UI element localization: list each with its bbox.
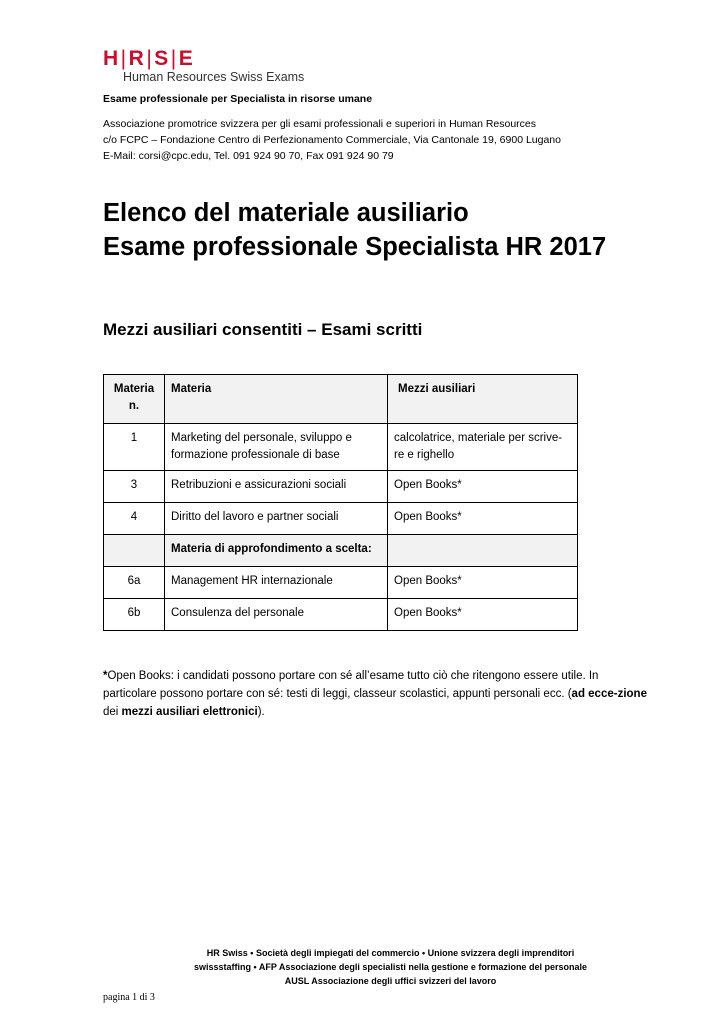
logo-letter: E <box>178 47 194 70</box>
cell-aids: Open Books* <box>388 471 578 503</box>
logo-separator: | <box>170 47 177 70</box>
logo-subtitle: Human Resources Swiss Exams <box>123 70 305 84</box>
header-aids: Mezzi ausiliari <box>388 375 578 424</box>
logo-letter: R <box>128 47 145 70</box>
footer-line: HR Swiss • Società degli impiegati del commercio • Unione svizzera degli imprenditori <box>206 948 575 958</box>
cell-number: 1 <box>104 424 165 471</box>
header-number-line: Materia <box>113 383 155 395</box>
hrse-logo <box>103 47 305 84</box>
cell-number: 6a <box>104 567 165 599</box>
logo-separator: | <box>146 47 153 70</box>
logo-separator: | <box>120 47 127 70</box>
footer-line: swissstaffing • AFP Associazione degli specialisti nella gestione e formazione del personale <box>194 962 587 972</box>
note-star: * <box>103 670 108 682</box>
logo-letters <box>103 48 193 70</box>
document-title <box>103 196 606 264</box>
address-line: c/o FCPC – Fondazione Centro di Perfezionamento Commerciale, Via Cantonale 19, 6900 Lugano <box>103 134 561 146</box>
cell-subject: Diritto del lavoro e partner sociali <box>165 503 388 535</box>
table-row <box>104 424 578 471</box>
cell-subject: Marketing del personale, sviluppo e formazione professionale di base <box>165 424 388 471</box>
document-title-line: Esame professionale Specialista HR 2017 <box>103 233 607 261</box>
table-group-row <box>104 535 578 567</box>
table-row <box>104 471 578 503</box>
logo-letter: H <box>103 47 119 70</box>
header-subject: Materia <box>165 375 388 424</box>
materials-table <box>103 374 578 631</box>
cell-subject: Management HR internazionale <box>165 567 388 599</box>
page-number: pagina 1 di 3 <box>103 992 155 1003</box>
footer-associations <box>103 946 678 988</box>
note-text: Open Books: i candidati possono portare con sé all’esame tutto ciò che ritengono essere utile. In particolare possono portare con sé: testi di leggi, classeur scolastici, appunti personali ecc. ( <box>103 670 599 700</box>
cell-number: 4 <box>104 503 165 535</box>
cell-aids <box>388 535 578 567</box>
logo-letter: S <box>154 47 169 70</box>
table-row <box>104 599 578 631</box>
cell-number: 3 <box>104 471 165 503</box>
cell-group-label: Materia di approfondimento a scelta: <box>165 535 388 567</box>
cell-aids: calcolatrice, materiale per scrive-re e righello <box>388 424 578 471</box>
contact-line: E-Mail: corsi@cpc.edu, Tel. 091 924 90 70, Fax 091 924 90 79 <box>103 150 394 162</box>
note-text: ). <box>257 706 265 718</box>
cell-aids: Open Books* <box>388 599 578 631</box>
cell-aids: Open Books* <box>388 503 578 535</box>
note-text: dei <box>103 706 122 718</box>
header-number-line: n. <box>128 400 140 412</box>
cell-subject: Consulenza del personale <box>165 599 388 631</box>
organization-line: Associazione promotrice svizzera per gli esami professionali e superiori in Human Resources <box>103 118 537 130</box>
open-books-note <box>103 667 648 721</box>
cell-aids: Open Books* <box>388 567 578 599</box>
section-title: Mezzi ausiliari consentiti – Esami scritti <box>103 320 423 339</box>
table-row <box>104 567 578 599</box>
organization-info <box>103 116 561 164</box>
table-row <box>104 503 578 535</box>
note-bold: mezzi ausiliari elettronici <box>121 706 258 718</box>
cell-number: 6b <box>104 599 165 631</box>
footer-line: AUSL Associazione degli uffici svizzeri del lavoro <box>284 976 497 986</box>
cell-subject: Retribuzioni e assicurazioni sociali <box>165 471 388 503</box>
note-bold: ad ecce-zione <box>571 688 647 700</box>
table-header-row <box>104 375 578 424</box>
cell-number <box>104 535 165 567</box>
header-number <box>104 375 165 424</box>
document-title-line: Elenco del materiale ausiliario <box>103 199 469 227</box>
exam-name: Esame professionale per Specialista in risorse umane <box>103 93 373 105</box>
